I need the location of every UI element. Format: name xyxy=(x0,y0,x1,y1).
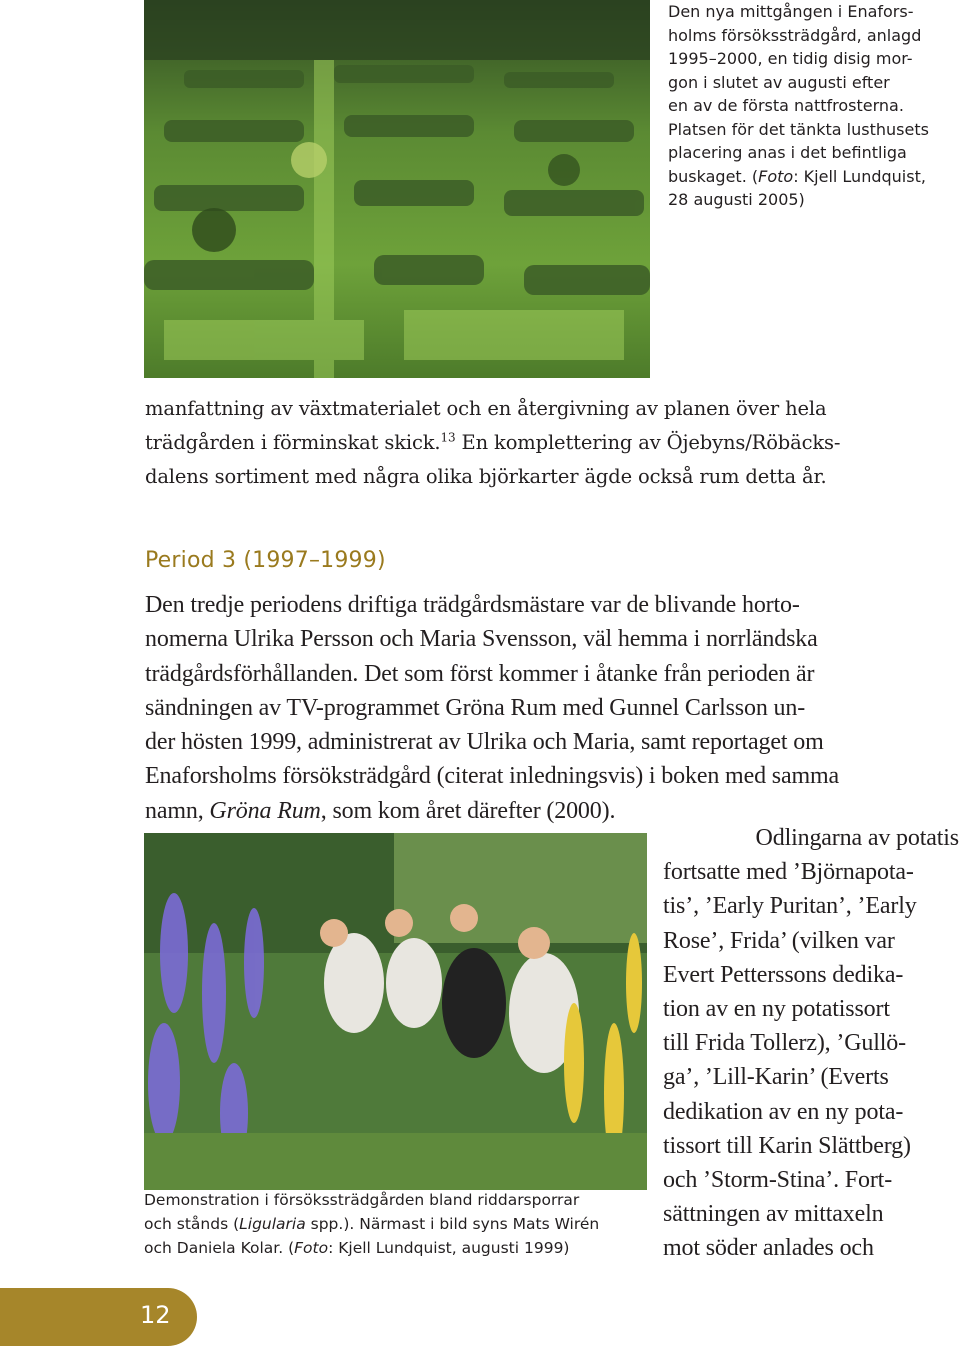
garden-photo xyxy=(144,0,650,378)
bottom-photo-caption: Demonstration i försökssträdgården bland riddarsporrar och stånds (Ligularia spp.). Närmast i bild syns Mats Wirén och Daniela Kolar. (Foto: Kjell Lundquist, augusti 1999) xyxy=(144,1191,600,1257)
paragraph-potatoes: Odlingarna av potatis fortsatte med ’Björnapota- tis’, ’Early Puritan’, ’Early Rose’, Frida’ (vilken var Evert Petterssons dedika- tion av en ny potatissort till Frida Tollerz), ’Gullö- ga’, ’Lill-Karin’ (Everts dedikation av en ny pota- tissort till Karin Slättberg) och ’Storm-Stina’. Fort- sättningen av mittaxeln mot söder anlades och xyxy=(663,825,959,1262)
footnote-ref: 13 xyxy=(440,430,456,445)
top-photo-caption: Den nya mittgången i Enafors- holms försökssträdgård, anlagd 1995–2000, en tidig disig mor- gon i slutet av augusti efter en av de första nattfrosterna. Platsen för det tänkta lusthusets placering anas i det befintliga buskaget. (Foto: Kjell Lundquist, 28 augusti 2005) xyxy=(668,2,929,209)
paragraph-intro: manfattning av växtmaterialet och en återgivning av planen över hela trädgården i förminskat skick.$^{13}$ En komplettering av Öjebyns/Röbäcks- dalens sortiment med några olika björkarter ägde också rum detta år. xyxy=(145,397,841,488)
demonstration-photo xyxy=(144,833,647,1190)
page-number: 12 xyxy=(140,1301,171,1329)
paragraph-period3: Den tredje periodens driftiga trädgårdsmästare var de blivande horto- nomerna Ulrika Persson och Maria Svensson, väl hemma i norrländska trädgårdsförhållanden. Det som först kommer i åtanke från perioden är sändningen av TV-programmet Gröna Rum med Gunnel Carlsson un- der hösten 1999, administrerat av Ulrika och Maria, samt reportaget om Enaforsholms försöksträdgård (citerat inledningsvis) i boken med samma namn, Gröna Rum, som kom året därefter (2000). xyxy=(145,592,839,824)
section-heading: Period 3 (1997–1999) xyxy=(145,548,386,573)
